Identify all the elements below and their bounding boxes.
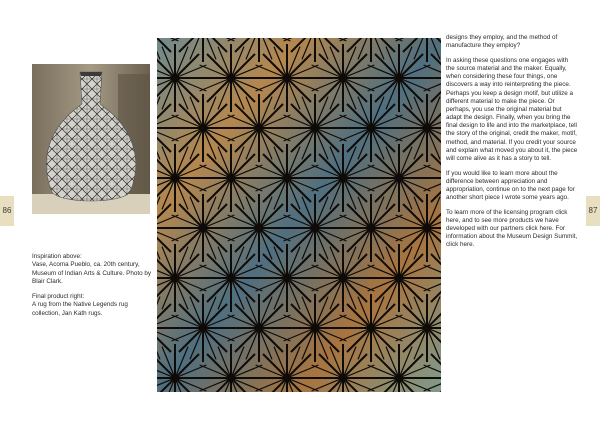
body-paragraph-1: designs they employ, and the method of manufacture they employ? [446, 34, 558, 50]
body-paragraph-3: If you would like to learn more about the difference between appreciation and appropriation, continue on to the next page for another short piece I wrote some years ago. [446, 169, 575, 202]
rug-image [157, 38, 441, 392]
caption-product: Final product right: A rug from the Native Legends rug collection, Jan Kath rugs. [32, 293, 128, 317]
caption-inspiration: Inspiration above: Vase, Acoma Pueblo, ca. 20th century, Museum of Indian Arts & Culture. Photo by Blair Clark. [32, 253, 152, 285]
page-number-left: 86 [0, 196, 14, 226]
vase-photo [32, 64, 150, 214]
caption [32, 253, 154, 325]
body-paragraph-4: To learn more of the licensing program click here, and to see more products we have developed with our partners click here. For information about the Museum Design Summit, click here. [446, 208, 578, 249]
page-number-right: 87 [586, 196, 600, 226]
body-text [446, 34, 578, 256]
body-paragraph-2: In asking these questions one engages with the source material and the maker. Equally, when considering these four things, one discovers a way into reinterpreting the piece. Perhaps you keep a design motif, but utilize a different material to make the piece. Or perhaps, you use the original material but adapt the design. Finally, when you bring the final design to life and into the marketplace, tell the story of the original, credit the maker, motif, method, and material. If you credit your source and explain what moved you about it, the piece will come alive as it has a story to tell. [446, 56, 578, 162]
